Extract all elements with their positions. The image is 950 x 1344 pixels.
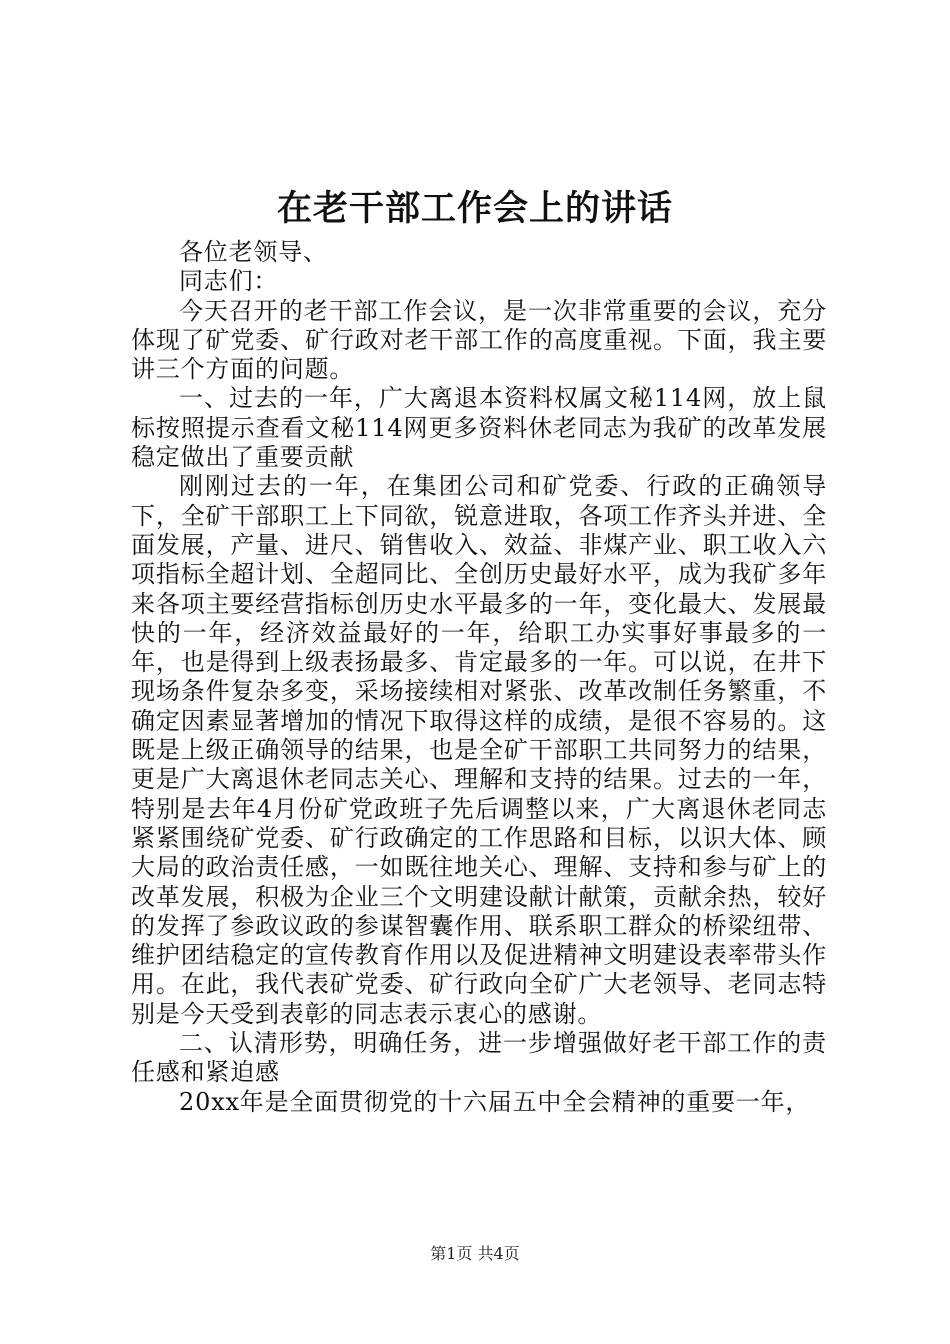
document-body [131, 238, 827, 1117]
intro-paragraph: 今天召开的老干部工作会议，是一次非常重要的会议，充分体现了矿党委、矿行政对老干部工作的高度重视。下面，我主要讲三个方面的问题。 [131, 296, 827, 384]
section-heading-1: 一、过去的一年，广大离退本资料权属文秘114网，放上鼠标按照提示查看文秘114网更多资料休老同志为我矿的改革发展稳定做出了重要贡献 [131, 384, 827, 472]
section-heading-2: 二、认清形势，明确任务，进一步增强做好老干部工作的责任感和紧迫感 [131, 1029, 827, 1087]
salutation-line-1: 各位老领导、 [179, 238, 328, 266]
body-paragraph-partial: 20xx年是全面贯彻党的十六届五中全会精神的重要一年， [179, 1087, 811, 1116]
page-number-footer: 第1页 共4页 [430, 1244, 520, 1263]
document-title: 在老干部工作会上的讲话 [276, 188, 673, 229]
salutation-line-2: 同志们： [179, 267, 279, 296]
body-paragraph: 刚刚过去的一年，在集团公司和矿党委、行政的正确领导下，全矿干部职工上下同欲，锐意进取，各项工作齐头并进、全面发展，产量、进尺、销售收入、效益、非煤产业、职工收入六项指标全超计划、全超同比、全创历史最好水平，成为我矿多年来各项主要经营指标创历史水平最多的一年，变化最大、发展最快的一年，经济效益最好的一年，给职工办实事好事最多的一年，也是得到上级表扬最多、肯定最多的一年。可以说，在井下现场条件复杂多变，采场接续相对紧张、改革改制任务繁重，不确定因素显著增加的情况下取得这样的成绩，是很不容易的。这既是上级正确领导的结果，也是全矿干部职工共同努力的结果，更是广大离退休老同志关心、理解和支持的结果。过去的一年，特别是去年4月份矿党政班子先后调整以来，广大离退休老同志紧紧围绕矿党委、矿行政确定的工作思路和目标，以识大体、顾大局的政治责任感，一如既往地关心、理解、支持和参与矿上的改革发展，积极为企业三个文明建设献计献策，贡献余热，较好的发挥了参政议政的参谋智囊作用、联系职工群众的桥梁纽带、维护团结稳定的宣传教育作用以及促进精神文明建设表率带头作用。在此，我代表矿党委、矿行政向全矿广大老领导、老同志特别是今天受到表彰的同志表示衷心的感谢。 [131, 472, 827, 1028]
